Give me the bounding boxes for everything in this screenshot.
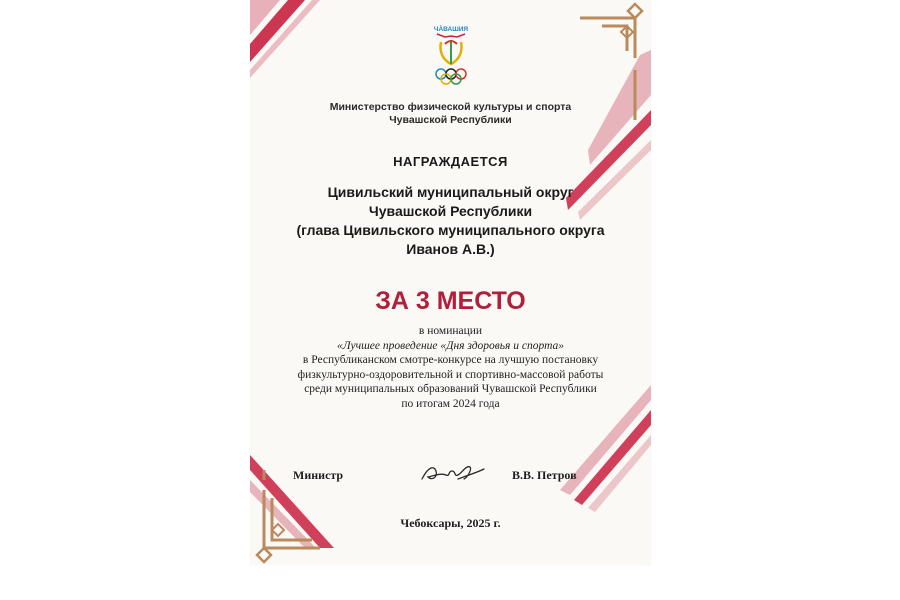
- handwritten-signature: [418, 457, 488, 489]
- recipient-line-3: (глава Цивильского муниципального округа: [296, 222, 605, 238]
- certificate-sheet: [250, 0, 651, 565]
- nomination-line-4: физкультурно-оздоровительной и спортивно-массовой работы: [297, 368, 604, 381]
- recipient-line-4: Иванов А.В.): [406, 241, 495, 257]
- recipient-line-2: Чувашской Республики: [368, 203, 533, 219]
- place-title: ЗА 3 МЕСТО: [375, 287, 526, 315]
- nomination-line-3: в Республиканском смотре-конкурсе на лучшую постановку: [302, 354, 599, 366]
- signatory-name: В.В. Петров: [512, 468, 577, 482]
- top-left-stripes: [250, 0, 320, 78]
- award-heading: НАГРАЖДАЕТСЯ: [393, 154, 508, 169]
- signatory-title: Министр: [293, 468, 344, 482]
- ministry-line-2: Чувашской Республики: [389, 114, 512, 126]
- olympic-rings-torch-emblem-icon: [415, 20, 487, 92]
- nomination-intro: в номинации: [418, 325, 483, 337]
- city-year: Чебоксары, 2025 г.: [400, 516, 501, 530]
- logo-text: ЧӐВАШИЯ: [433, 26, 469, 33]
- ministry-name: [250, 101, 651, 127]
- nomination-line-5: среди муниципальных образований Чувашской Республики: [304, 383, 597, 395]
- recipient: [250, 183, 651, 259]
- nomination-text: [250, 324, 651, 411]
- ministry-line-1: Министерство физической культуры и спорта: [329, 101, 572, 113]
- nomination-line-6: по итогам 2024 года: [401, 397, 500, 410]
- nomination-title: «Лучшее проведение «Дня здоровья и спорта»: [336, 339, 565, 352]
- recipient-line-1: Цивильский муниципальный округ: [327, 184, 574, 200]
